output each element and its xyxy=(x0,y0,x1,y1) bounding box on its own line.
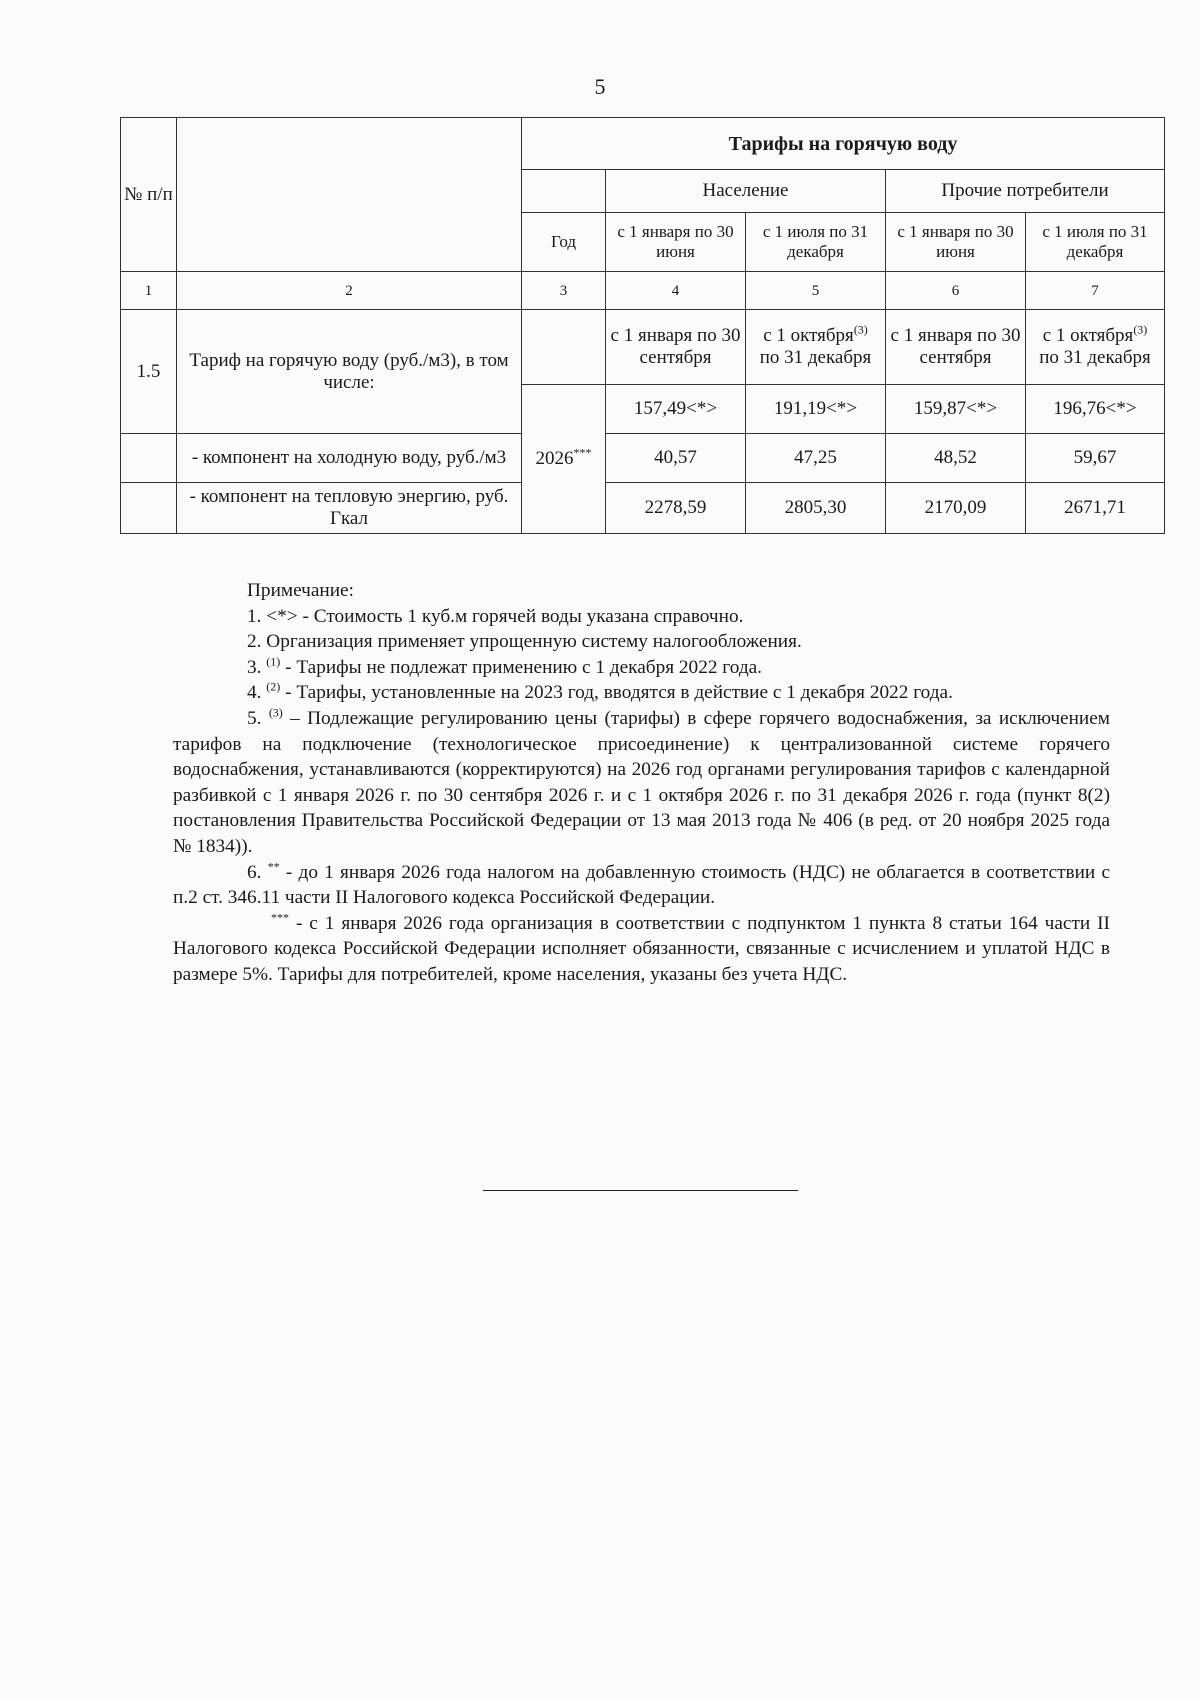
page-number: 5 xyxy=(594,74,606,99)
period-cell: с 1 октября$^{(3)}$ по 31 декабря xyxy=(1026,310,1165,385)
period-cell: с 1 января по 30 сентября xyxy=(606,310,746,385)
heat-value: 2805,30 xyxy=(746,483,886,534)
total-value: 196,76<*> xyxy=(1026,385,1165,434)
total-value: 157,49<*> xyxy=(606,385,746,434)
note-7: *** - с 1 января 2026 года организация в соответствии с подпунктом 1 пункта 8 статьи 164 части II Налогового кодекса Российской Федерации исполняет обязанности, связанные с исчислением и уплатой НДС в размере 5%. Тарифы для потребителей, кроме населения, указаны без учета НДС. xyxy=(173,910,1110,985)
year-cell: 2026*** xyxy=(522,385,606,534)
total-value: 191,19<*> xyxy=(746,385,886,434)
col-number: 2 xyxy=(177,272,522,310)
col-number: 4 xyxy=(606,272,746,310)
notes-title: Примечание: xyxy=(247,580,354,601)
heat-label: - компонент на тепловую энергию, руб. Гкал xyxy=(177,483,522,534)
header-number: № п/п xyxy=(121,118,177,272)
note-4: 4. $^{(2)}$ - Тарифы, установленные на 2023 год, вводятся в действие с 1 декабря 2022 года. xyxy=(247,679,953,704)
row-blank xyxy=(121,483,177,534)
period-cell: с 1 октября$^{(3)}$ по 31 декабря xyxy=(746,310,886,385)
header-period: с 1 июля по 31 декабря xyxy=(1026,213,1165,272)
cold-label: - компонент на холодную воду, руб./м3 xyxy=(177,434,522,483)
header-period: с 1 января по 30 июня xyxy=(886,213,1026,272)
header-period: с 1 июля по 31 декабря xyxy=(746,213,886,272)
row-number: 1.5 xyxy=(121,310,177,434)
header-name xyxy=(177,118,522,272)
col-number: 7 xyxy=(1026,272,1165,310)
note-6: 6. ** - до 1 января 2026 года налогом на добавленную стоимость (НДС) не облагается в соответствии с п.2 ст. 346.11 части II Налогового кодекса Российской Федерации. xyxy=(173,859,1111,909)
note-1: 1. <*> - Стоимость 1 куб.м горячей воды указана справочно. xyxy=(247,605,744,627)
header-other: Прочие потребители xyxy=(886,170,1165,213)
notes-section xyxy=(173,578,1110,988)
note-5: 5. $^{(3)}$ – Подлежащие регулированию цены (тарифы) в сфере горячего водоснабжения, за исключением тарифов на подключение (технологическое присоединение) к централизованной системе горячего водоснабжения, устанавливаются (корректируются) на 2026 год органами регулирования тарифов с календарной разбивкой с 1 января 2026 г. по 30 сентября 2026 г. и с 1 октября 2026 г. по 31 декабря 2026 г. года (пункт 8(2) постановления Правительства Российской Федерации от 13 мая 2013 года № 406 (в ред. от 20 ноября 2025 года № 1834)). xyxy=(173,705,1111,857)
note-2: 2. Организация применяет упрощенную систему налогообложения. xyxy=(247,631,802,653)
note-3: 3. $^{(1)}$ - Тарифы не подлежат применению с 1 декабря 2022 года. xyxy=(247,654,763,678)
heat-value: 2170,09 xyxy=(886,483,1026,534)
cold-value: 59,67 xyxy=(1026,434,1165,483)
header-main: Тарифы на горячую воду xyxy=(522,118,1165,170)
col-number: 1 xyxy=(121,272,177,310)
tariff-table xyxy=(120,117,1165,534)
cold-value: 48,52 xyxy=(886,434,1026,483)
header-year: Год xyxy=(522,213,606,272)
col-number: 6 xyxy=(886,272,1026,310)
heat-value: 2671,71 xyxy=(1026,483,1165,534)
total-value: 159,87<*> xyxy=(886,385,1026,434)
closing-rule xyxy=(483,1190,798,1191)
cold-value: 47,25 xyxy=(746,434,886,483)
header-blank xyxy=(522,170,606,213)
period-cell: с 1 января по 30 сентября xyxy=(886,310,1026,385)
col-number: 5 xyxy=(746,272,886,310)
row-blank xyxy=(121,434,177,483)
heat-value: 2278,59 xyxy=(606,483,746,534)
col-number: 3 xyxy=(522,272,606,310)
header-period: с 1 января по 30 июня xyxy=(606,213,746,272)
row-title: Тариф на горячую воду (руб./м3), в том числе: xyxy=(177,310,522,434)
cold-value: 40,57 xyxy=(606,434,746,483)
header-population: Население xyxy=(606,170,886,213)
year-blank xyxy=(522,310,606,385)
